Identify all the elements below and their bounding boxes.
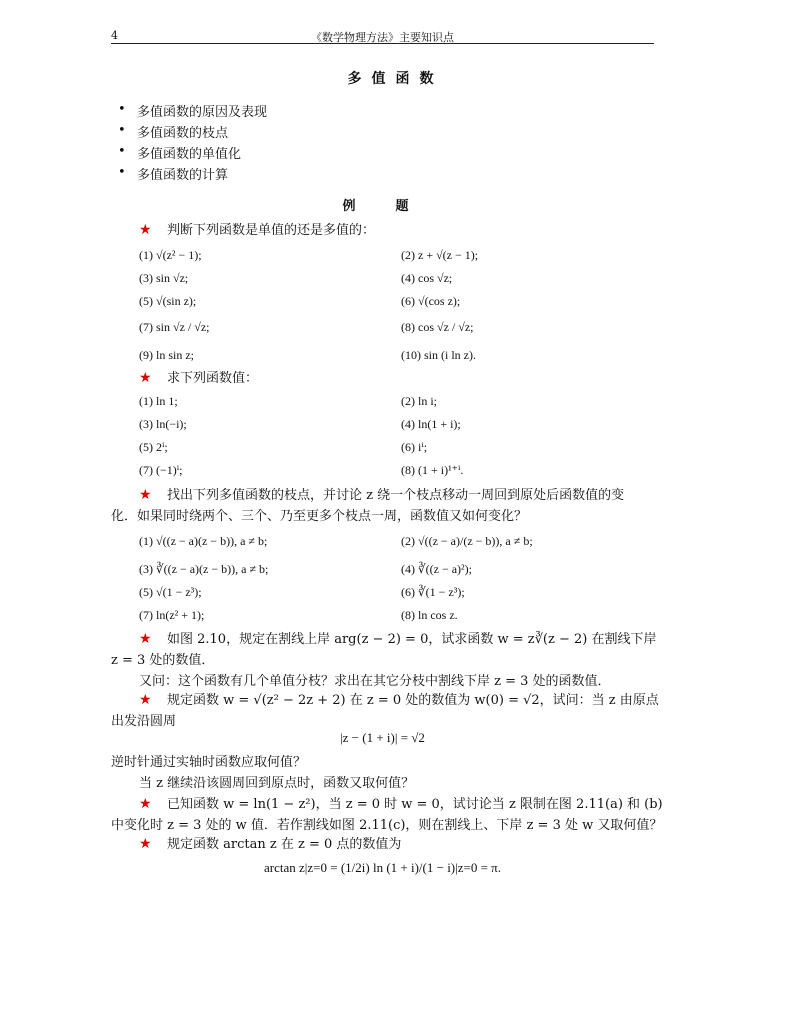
problem-4-stem-cont: z = 3 处的数值．	[111, 653, 215, 668]
problem-3-item: (3) ∛((z − a)(z − b)), a ≠ b;	[139, 562, 269, 576]
problem-2-item: (5) 2ⁱ;	[139, 440, 168, 454]
star-icon: ★	[139, 796, 152, 812]
running-title: 《数学物理方法》主要知识点	[311, 31, 454, 44]
problem-2-item: (7) (−1)ⁱ;	[139, 463, 183, 477]
problem-7-formula: arctan z|z=0 = (1/2i) ln (1 + i)/(1 − i)|z=0 = π.	[264, 860, 501, 875]
problem-2-item: (3) ln(−i);	[139, 417, 187, 431]
problem-3-item: (5) √(1 − z³);	[139, 585, 202, 599]
page-number: 4	[111, 29, 118, 42]
star-icon: ★	[139, 631, 152, 647]
problem-4-followup: 又问：这个函数有几个单值分枝？求出在其它分枝中割线下岸 z = 3 处的函数值．	[139, 674, 611, 689]
bullet-dot: •	[118, 144, 126, 159]
problem-2-item: (8) (1 + i)¹⁺ⁱ.	[401, 463, 464, 477]
problem-6-stem-cont: 中变化时 z = 3 处的 w 值．若作割线如图 2.11(c)，则在割线上、下岸 z = 3 处 w 又取何值？	[111, 818, 663, 833]
problem-3-item: (7) ln(z² + 1);	[139, 608, 205, 622]
star-icon: ★	[139, 370, 152, 386]
bullet-item: 多值函数的单值化	[137, 147, 242, 162]
problem-2-stem: 求下列函数值：	[167, 371, 259, 386]
problem-2-item: (1) ln 1;	[139, 394, 178, 408]
bullet-item: 多值函数的计算	[137, 168, 229, 183]
problem-5-after: 逆时针通过实轴时函数应取何值？	[111, 755, 307, 770]
problem-1-item: (4) cos √z;	[401, 271, 453, 285]
problem-5-stem: 规定函数 w = √(z² − 2z + 2) 在 z = 0 处的数值为 w(0) = √2，试问：当 z 由原点	[167, 693, 659, 708]
problem-3-item: (6) ∛(1 − z³);	[401, 585, 465, 599]
problem-2-item: (4) ln(1 + i);	[401, 417, 461, 431]
problem-3-item: (1) √((z − a)(z − b)), a ≠ b;	[139, 534, 268, 548]
problem-3-item: (4) ∛((z − a)²);	[401, 562, 472, 576]
problem-1-item: (7) sin √z / √z;	[139, 320, 210, 334]
star-icon: ★	[139, 692, 152, 708]
problem-1-item: (10) sin (i ln z).	[401, 348, 476, 362]
bullet-dot: •	[118, 123, 126, 138]
problem-7-stem: 规定函数 arctan z 在 z = 0 点的数值为	[167, 837, 402, 852]
bullet-item: 多值函数的枝点	[137, 126, 229, 141]
problem-5-followup: 当 z 继续沿该圆周回到原点时，函数又取何值？	[139, 776, 415, 791]
problem-3-stem: 找出下列多值函数的枝点，并讨论 z 绕一个枝点移动一周回到原处后函数值的变	[167, 488, 625, 503]
bullet-item: 多值函数的原因及表现	[137, 105, 268, 120]
section-title: 多值函数	[347, 71, 444, 87]
problem-3-item: (2) √((z − a)/(z − b)), a ≠ b;	[401, 534, 533, 548]
problem-1-item: (8) cos √z / √z;	[401, 320, 474, 334]
header-rule	[111, 43, 654, 44]
problem-1-item: (3) sin √z;	[139, 271, 189, 285]
problem-3-stem-cont: 化．如果同时绕两个、三个、乃至更多个枝点一周，函数值又如何变化？	[111, 509, 528, 524]
problem-1-item: (1) √(z² − 1);	[139, 248, 202, 262]
problem-5-stem-cont: 出发沿圆周	[111, 714, 177, 729]
star-icon: ★	[139, 487, 152, 503]
problem-1-item: (2) z + √(z − 1);	[401, 248, 479, 262]
problem-2-item: (6) iⁱ;	[401, 440, 428, 454]
problem-3-item: (8) ln cos z.	[401, 608, 458, 622]
problem-1-item: (6) √(cos z);	[401, 294, 461, 308]
problem-1-item: (9) ln sin z;	[139, 348, 194, 362]
star-icon: ★	[139, 222, 152, 238]
problem-2-item: (2) ln i;	[401, 394, 437, 408]
problem-6-stem: 已知函数 w = ln(1 − z²)，当 z = 0 时 w = 0，试讨论当 z 限制在图 2.11(a) 和 (b)	[167, 797, 663, 812]
problem-5-formula: |z − (1 + i)| = √2	[340, 730, 425, 745]
examples-heading: 例题	[342, 199, 449, 214]
problem-4-stem: 如图 2.10，规定在割线上岸 arg(z − 2) = 0，试求函数 w = z∛(z − 2) 在割线下岸	[167, 632, 657, 647]
star-icon: ★	[139, 836, 152, 852]
bullet-dot: •	[118, 165, 126, 180]
problem-1-stem: 判断下列函数是单值的还是多值的：	[167, 223, 376, 238]
bullet-dot: •	[118, 102, 126, 117]
problem-1-item: (5) √(sin z);	[139, 294, 197, 308]
